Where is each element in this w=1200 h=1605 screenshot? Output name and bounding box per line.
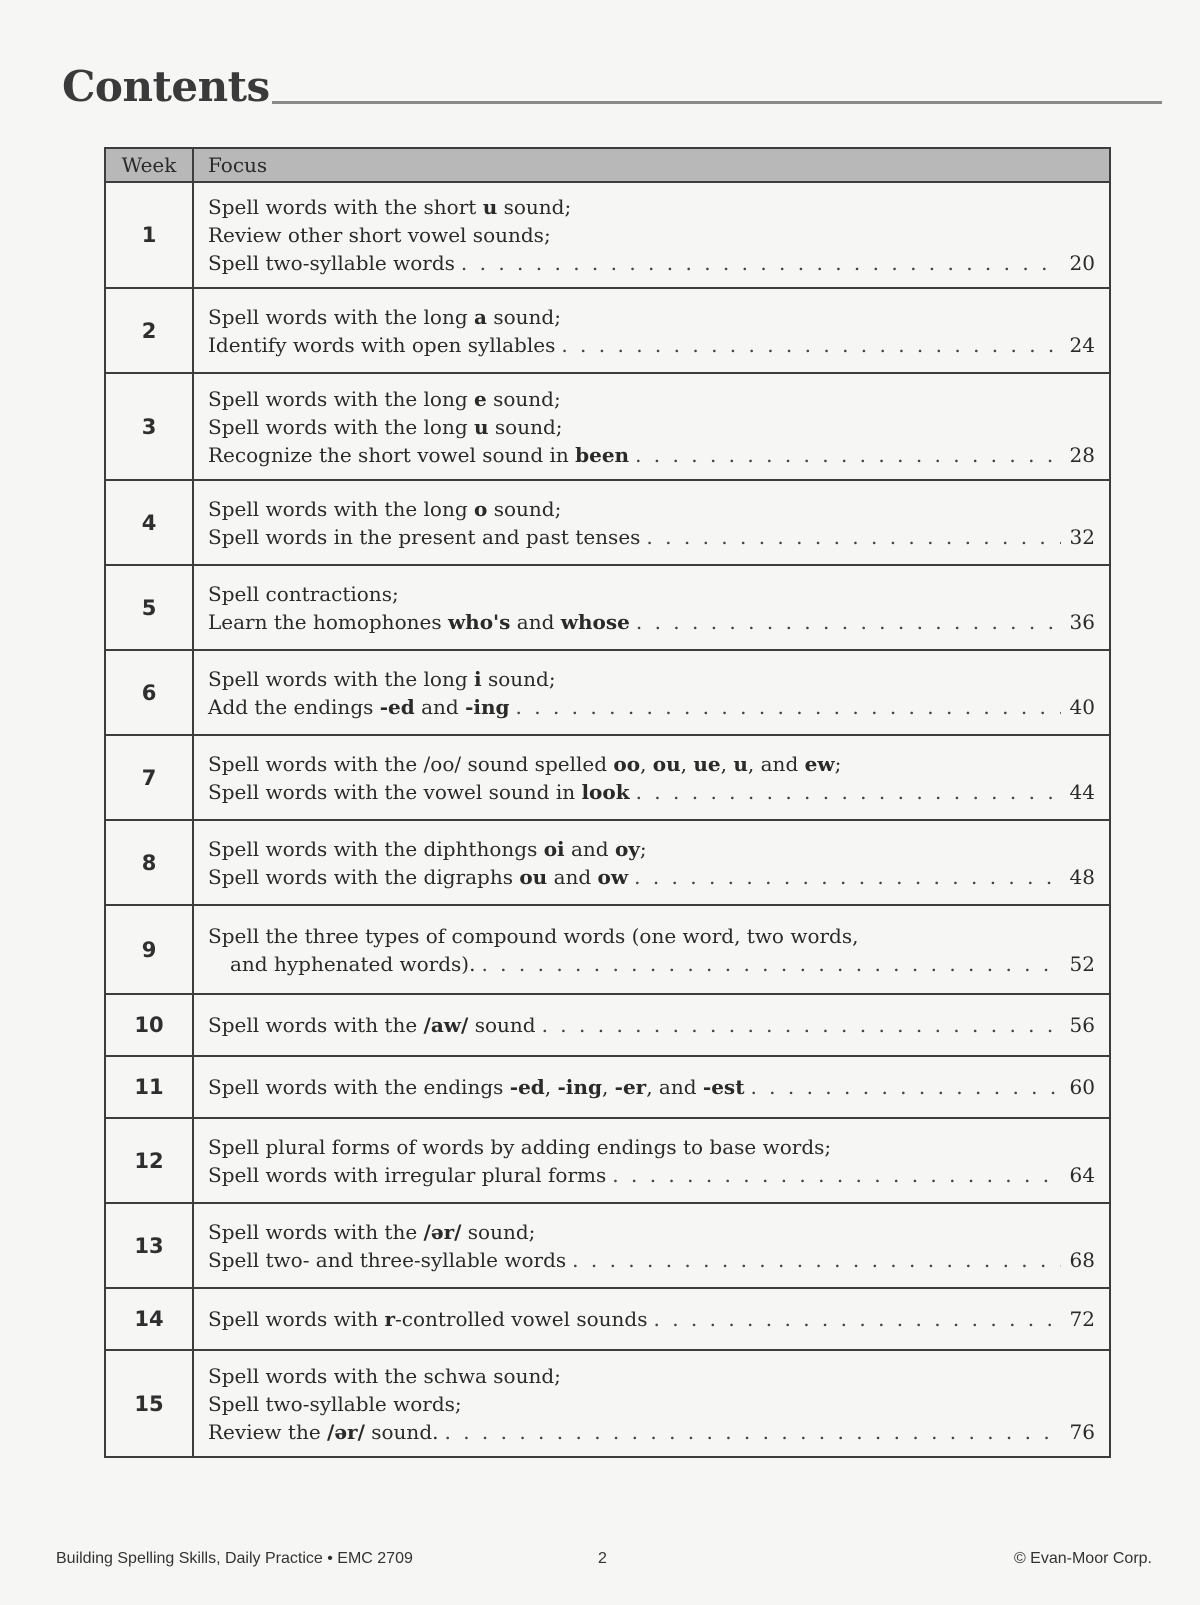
focus-text-part: and bbox=[547, 864, 598, 889]
focus-text-part: , and bbox=[646, 1075, 703, 1099]
focus-term: oy bbox=[614, 836, 640, 861]
focus-cell bbox=[193, 1203, 1110, 1288]
focus-line bbox=[208, 580, 1095, 608]
focus-line bbox=[208, 303, 1095, 331]
title-row bbox=[62, 58, 1162, 111]
focus-term: oi bbox=[543, 836, 565, 861]
focus-text-part: sound; bbox=[486, 304, 561, 329]
focus-cell bbox=[193, 1288, 1110, 1350]
week-number: 13 bbox=[105, 1203, 193, 1288]
focus-term: oo bbox=[613, 751, 641, 776]
table-row bbox=[105, 994, 1110, 1056]
focus-line bbox=[208, 331, 1095, 359]
contents-table bbox=[104, 147, 1111, 1458]
dot-leader bbox=[542, 1011, 1061, 1039]
page-number: 76 bbox=[1069, 1419, 1095, 1444]
focus-text bbox=[208, 331, 555, 359]
focus-text-part: and bbox=[564, 836, 615, 861]
focus-text-part: Spell the three types of compound words (one word, two words, bbox=[208, 923, 859, 948]
page-number: 32 bbox=[1069, 524, 1095, 549]
focus-term: whose bbox=[560, 609, 630, 634]
focus-cell bbox=[193, 1118, 1110, 1203]
dot-leader bbox=[612, 1161, 1061, 1189]
focus-text bbox=[208, 1161, 606, 1189]
focus-line bbox=[208, 778, 1095, 806]
focus-text-part: -controlled vowel sounds bbox=[394, 1307, 648, 1331]
focus-text-part: Spell words with the long bbox=[208, 414, 475, 439]
focus-text bbox=[208, 1390, 462, 1418]
page-number: 60 bbox=[1069, 1075, 1095, 1099]
page-number: 64 bbox=[1069, 1162, 1095, 1187]
table-row bbox=[105, 565, 1110, 650]
dot-leader bbox=[461, 249, 1061, 277]
focus-term: /ər/ bbox=[327, 1419, 365, 1444]
focus-text-part: Add the endings bbox=[208, 694, 380, 719]
focus-line bbox=[208, 1161, 1095, 1189]
header-focus: Focus bbox=[193, 148, 1110, 182]
table-row bbox=[105, 182, 1110, 288]
week-number: 14 bbox=[105, 1288, 193, 1350]
focus-line bbox=[208, 495, 1095, 523]
focus-text-part: Spell two-syllable words bbox=[208, 251, 455, 275]
focus-term: -est bbox=[702, 1075, 745, 1099]
focus-text-part: sound; bbox=[488, 414, 563, 439]
dot-leader bbox=[561, 331, 1061, 359]
week-number: 8 bbox=[105, 820, 193, 905]
focus-text-part: , bbox=[640, 751, 653, 776]
table-row bbox=[105, 735, 1110, 820]
focus-text-part: Review other short vowel sounds; bbox=[208, 223, 551, 247]
focus-line bbox=[208, 1073, 1095, 1101]
page-number: 28 bbox=[1069, 442, 1095, 467]
focus-cell bbox=[193, 1056, 1110, 1118]
dot-leader bbox=[444, 1418, 1061, 1446]
focus-text bbox=[208, 1418, 438, 1446]
focus-line bbox=[208, 1011, 1095, 1039]
focus-term: u bbox=[474, 414, 489, 439]
focus-term: look bbox=[581, 779, 630, 804]
table-row bbox=[105, 1056, 1110, 1118]
header-week: Week bbox=[105, 148, 193, 182]
focus-cell bbox=[193, 735, 1110, 820]
focus-text-part: , bbox=[601, 1075, 615, 1099]
table-row bbox=[105, 650, 1110, 735]
focus-text-part: Spell words with the bbox=[208, 1013, 424, 1037]
page-number: 52 bbox=[1069, 951, 1095, 976]
focus-term: been bbox=[575, 442, 630, 467]
focus-text-part: and bbox=[414, 694, 466, 719]
focus-line bbox=[208, 193, 1095, 221]
focus-cell bbox=[193, 905, 1110, 994]
focus-text-part: Spell words with the schwa sound; bbox=[208, 1363, 561, 1388]
table-row bbox=[105, 1350, 1110, 1457]
focus-line bbox=[208, 249, 1095, 277]
week-number: 6 bbox=[105, 650, 193, 735]
week-number: 15 bbox=[105, 1350, 193, 1457]
focus-term: -er bbox=[614, 1075, 647, 1099]
focus-text-part: Learn the homophones bbox=[208, 609, 448, 634]
focus-text-part: and bbox=[510, 609, 561, 634]
focus-text bbox=[208, 1362, 561, 1390]
dot-leader bbox=[636, 608, 1061, 636]
focus-text-part: Spell words with the long bbox=[208, 386, 475, 411]
focus-term: /ər/ bbox=[423, 1219, 462, 1244]
focus-cell bbox=[193, 182, 1110, 288]
focus-text bbox=[208, 1218, 535, 1246]
focus-term: ow bbox=[597, 864, 629, 889]
focus-term: u bbox=[733, 751, 748, 776]
focus-text-part: Spell words with irregular plural forms bbox=[208, 1162, 607, 1187]
dot-leader bbox=[646, 523, 1061, 551]
page-number: 36 bbox=[1069, 609, 1095, 634]
dot-leader bbox=[481, 950, 1061, 978]
focus-term: e bbox=[474, 386, 487, 411]
focus-term: -ed bbox=[379, 694, 415, 719]
focus-term: -ed bbox=[509, 1075, 545, 1099]
focus-line bbox=[208, 693, 1095, 721]
focus-line bbox=[208, 750, 1095, 778]
focus-text-part: , bbox=[544, 1075, 558, 1099]
focus-text-part: ; bbox=[639, 836, 647, 861]
focus-text-part: Spell words with the long bbox=[208, 304, 475, 329]
week-number: 11 bbox=[105, 1056, 193, 1118]
page-number: 48 bbox=[1069, 864, 1095, 889]
focus-text-part: Spell words with the long bbox=[208, 666, 475, 691]
focus-text bbox=[208, 665, 556, 693]
focus-text bbox=[208, 1305, 647, 1333]
focus-line bbox=[208, 413, 1095, 441]
focus-text-part: Spell two-syllable words; bbox=[208, 1391, 462, 1416]
page-number: 68 bbox=[1069, 1247, 1095, 1272]
focus-line bbox=[208, 922, 1095, 950]
week-number: 1 bbox=[105, 182, 193, 288]
page-number: 44 bbox=[1069, 779, 1095, 804]
focus-term: /aw/ bbox=[423, 1013, 469, 1037]
focus-text-part: sound. bbox=[364, 1419, 439, 1444]
focus-text-part: sound; bbox=[497, 195, 572, 219]
focus-text-part: sound; bbox=[486, 386, 561, 411]
focus-text bbox=[208, 750, 841, 778]
focus-term: ue bbox=[693, 751, 721, 776]
focus-term: i bbox=[474, 666, 482, 691]
focus-text bbox=[208, 495, 561, 523]
focus-text-part: Spell words with the bbox=[208, 1219, 424, 1244]
week-number: 5 bbox=[105, 565, 193, 650]
focus-text bbox=[208, 1073, 744, 1101]
page-number: 20 bbox=[1069, 251, 1095, 275]
week-number: 10 bbox=[105, 994, 193, 1056]
footer bbox=[0, 1550, 1200, 1574]
focus-term: u bbox=[482, 195, 498, 219]
dot-leader bbox=[750, 1073, 1061, 1101]
focus-line bbox=[208, 950, 1095, 978]
focus-cell bbox=[193, 565, 1110, 650]
dot-leader bbox=[572, 1246, 1061, 1274]
focus-text-part: Spell plural forms of words by adding endings to base words; bbox=[208, 1134, 832, 1159]
focus-term: -ing bbox=[465, 694, 510, 719]
focus-text-part: Spell words with the /oo/ sound spelled bbox=[208, 751, 614, 776]
focus-term: r bbox=[384, 1307, 395, 1331]
focus-text bbox=[208, 385, 561, 413]
focus-line bbox=[208, 221, 1095, 249]
table-row bbox=[105, 288, 1110, 373]
focus-text bbox=[208, 1246, 566, 1274]
focus-text-part: Spell words with the long bbox=[208, 496, 475, 521]
focus-term: ou bbox=[652, 751, 681, 776]
dot-leader bbox=[516, 693, 1061, 721]
table-row bbox=[105, 1118, 1110, 1203]
focus-text bbox=[208, 249, 455, 277]
table-header-row bbox=[105, 148, 1110, 182]
focus-text-part: Recognize the short vowel sound in bbox=[208, 442, 576, 467]
focus-text bbox=[208, 693, 510, 721]
focus-cell bbox=[193, 820, 1110, 905]
focus-term: ou bbox=[519, 864, 548, 889]
focus-term: who's bbox=[447, 609, 511, 634]
focus-line bbox=[208, 665, 1095, 693]
table-body bbox=[105, 182, 1110, 1457]
focus-line bbox=[208, 1362, 1095, 1390]
focus-text bbox=[208, 193, 571, 221]
focus-text bbox=[208, 863, 628, 891]
week-number: 9 bbox=[105, 905, 193, 994]
focus-text-part: Spell words with the digraphs bbox=[208, 864, 520, 889]
dot-leader bbox=[653, 1305, 1061, 1333]
focus-text bbox=[208, 1011, 536, 1039]
week-number: 4 bbox=[105, 480, 193, 565]
focus-term: -ing bbox=[557, 1075, 602, 1099]
focus-text-part: sound bbox=[468, 1013, 536, 1037]
focus-text-part: Spell words with the diphthongs bbox=[208, 836, 544, 861]
focus-text-part: , and bbox=[747, 751, 805, 776]
page-number: 40 bbox=[1069, 694, 1095, 719]
title-rule bbox=[272, 101, 1162, 104]
table-row bbox=[105, 1203, 1110, 1288]
focus-cell bbox=[193, 373, 1110, 480]
focus-text bbox=[208, 778, 630, 806]
dot-leader bbox=[636, 778, 1061, 806]
focus-line bbox=[208, 1418, 1095, 1446]
focus-text bbox=[230, 950, 475, 978]
focus-text-part: Spell words in the present and past tenses bbox=[208, 524, 641, 549]
focus-text bbox=[208, 608, 630, 636]
page-number: 56 bbox=[1069, 1013, 1095, 1037]
table-row bbox=[105, 820, 1110, 905]
focus-line bbox=[208, 1305, 1095, 1333]
focus-text-part: Spell two- and three-syllable words bbox=[208, 1247, 567, 1272]
week-number: 12 bbox=[105, 1118, 193, 1203]
table-row bbox=[105, 373, 1110, 480]
focus-text-part: Spell words with the short bbox=[208, 195, 483, 219]
focus-line bbox=[208, 441, 1095, 469]
focus-text-part: Identify words with open syllables bbox=[208, 332, 556, 357]
focus-text-part: Spell words with the vowel sound in bbox=[208, 779, 582, 804]
table-row bbox=[105, 905, 1110, 994]
footer-book-title: Building Spelling Skills, Daily Practice • EMC 2709 bbox=[56, 1550, 413, 1567]
week-number: 3 bbox=[105, 373, 193, 480]
focus-text-part: Spell words with the endings bbox=[208, 1075, 510, 1099]
focus-text bbox=[208, 413, 563, 441]
page-number: 72 bbox=[1069, 1307, 1095, 1331]
focus-text bbox=[208, 303, 561, 331]
focus-text bbox=[208, 221, 551, 249]
dot-leader bbox=[635, 441, 1061, 469]
table-row bbox=[105, 480, 1110, 565]
focus-text bbox=[208, 441, 629, 469]
focus-text-part: Spell contractions; bbox=[208, 581, 399, 606]
focus-line bbox=[208, 523, 1095, 551]
page-title: Contents bbox=[62, 62, 270, 111]
focus-term: o bbox=[474, 496, 488, 521]
focus-line bbox=[208, 863, 1095, 891]
focus-text bbox=[208, 1133, 831, 1161]
focus-line bbox=[208, 608, 1095, 636]
focus-line bbox=[208, 1246, 1095, 1274]
focus-text-part: and hyphenated words). bbox=[230, 951, 476, 976]
dot-leader bbox=[634, 863, 1061, 891]
focus-cell bbox=[193, 288, 1110, 373]
page-number: 24 bbox=[1069, 332, 1095, 357]
focus-text bbox=[208, 580, 399, 608]
focus-line bbox=[208, 1390, 1095, 1418]
focus-text-part: , bbox=[680, 751, 694, 776]
focus-term: ew bbox=[804, 751, 835, 776]
focus-line bbox=[208, 385, 1095, 413]
focus-line bbox=[208, 1133, 1095, 1161]
focus-cell bbox=[193, 994, 1110, 1056]
focus-cell bbox=[193, 650, 1110, 735]
table-row bbox=[105, 1288, 1110, 1350]
footer-page-number: 2 bbox=[598, 1550, 607, 1567]
focus-line bbox=[208, 1218, 1095, 1246]
focus-term: a bbox=[474, 304, 487, 329]
focus-text-part: Spell words with bbox=[208, 1307, 385, 1331]
focus-text bbox=[208, 835, 647, 863]
week-number: 2 bbox=[105, 288, 193, 373]
focus-text-part: sound; bbox=[487, 496, 562, 521]
focus-text-part: ; bbox=[834, 751, 842, 776]
focus-text bbox=[208, 523, 640, 551]
focus-line bbox=[208, 835, 1095, 863]
week-number: 7 bbox=[105, 735, 193, 820]
focus-cell bbox=[193, 480, 1110, 565]
focus-text-part: , bbox=[720, 751, 734, 776]
footer-copyright: © Evan-Moor Corp. bbox=[1013, 1550, 1152, 1567]
focus-text bbox=[208, 922, 858, 950]
focus-cell bbox=[193, 1350, 1110, 1457]
focus-text-part: Review the bbox=[208, 1419, 328, 1444]
focus-text-part: sound; bbox=[461, 1219, 536, 1244]
focus-text-part: sound; bbox=[481, 666, 556, 691]
